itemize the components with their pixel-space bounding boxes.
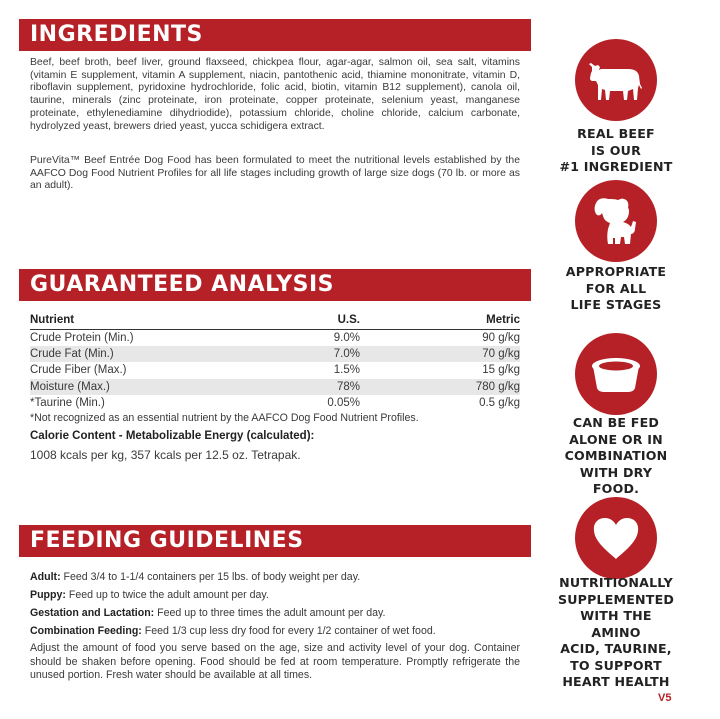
badge-label-heart-health: NUTRITIONALLY SUPPLEMENTED WITH THE AMINO ACID, TAURINE, TO SUPPORT HEART HEALTH xyxy=(557,575,675,689)
feeding-puppy-label: Puppy: xyxy=(30,589,66,601)
feeding-guidelines xyxy=(30,568,520,683)
nutrient-metric-value: 780 g/kg xyxy=(360,379,520,396)
calorie-content-value: 1008 kcals per kg, 357 kcals per 12.5 oz. Tetrapak. xyxy=(30,448,301,462)
nutrient-name: Crude Fiber (Max.) xyxy=(30,364,127,377)
badge-label-life-stages: APPROPRIATE FOR ALL LIFE STAGES xyxy=(565,264,667,312)
heart-icon xyxy=(591,515,641,561)
feeding-adult-text: Feed 3/4 to 1-1/4 containers per 15 lbs. of body weight per day. xyxy=(60,571,361,583)
calorie-content-heading: Calorie Content - Metabolizable Energy (calculated): xyxy=(30,430,315,442)
badge-label-combination: CAN BE FED ALONE OR IN COMBINATION WITH DRY FOOD. xyxy=(564,415,668,496)
nutrient-us-value: 0.05% xyxy=(327,397,360,410)
feeding-gestation xyxy=(30,604,520,622)
taurine-footnote: *Not recognized as an essential nutrient by the AAFCO Dog Food Nutrient Profiles. xyxy=(30,412,419,424)
table-row xyxy=(30,379,520,396)
puppy-badge xyxy=(575,180,657,262)
nutrient-metric-value: 0.5 g/kg xyxy=(479,397,520,410)
feeding-puppy xyxy=(30,586,520,604)
dog-bowl-icon xyxy=(588,352,644,396)
guaranteed-analysis-heading: GUARANTEED ANALYSIS xyxy=(19,269,531,301)
nutrient-metric-value: 90 g/kg xyxy=(482,331,520,344)
feeding-guidelines-heading: FEEDING GUIDELINES xyxy=(19,525,531,557)
table-row xyxy=(30,362,520,379)
feeding-combination xyxy=(30,622,520,640)
feeding-combination-text: Feed 1/3 cup less dry food for every 1/2 container of wet food. xyxy=(141,625,436,637)
nutrient-us-value: 7.0% xyxy=(250,346,360,363)
badge-label-real-beef: REAL BEEF IS OUR #1 INGREDIENT xyxy=(559,126,673,174)
nutrient-us-value: 78% xyxy=(250,379,360,396)
table-row xyxy=(30,329,520,346)
table-row xyxy=(30,346,520,363)
nutrient-metric-value: 15 g/kg xyxy=(482,364,520,377)
version-label: V5 xyxy=(658,692,672,704)
header-nutrient: Nutrient xyxy=(30,312,250,329)
table-row xyxy=(30,395,520,412)
nutrient-name: Moisture (Max.) xyxy=(30,379,250,396)
puppy-icon xyxy=(591,194,641,248)
analysis-table xyxy=(30,312,520,412)
heart-badge xyxy=(575,497,657,579)
nutrient-name: *Taurine (Min.) xyxy=(30,397,105,410)
nutrient-metric-value: 70 g/kg xyxy=(360,346,520,363)
cow-icon xyxy=(588,58,644,102)
header-us: U.S. xyxy=(250,312,360,329)
nutrient-name: Crude Fat (Min.) xyxy=(30,346,250,363)
nutrient-us-value: 9.0% xyxy=(333,331,360,344)
nutrient-name: Crude Protein (Min.) xyxy=(30,331,134,344)
ingredients-list: Beef, beef broth, beef liver, ground flaxseed, chickpea flour, agar-agar, salmon oil, sea salt, vitamins (vitamin E supplement, vitamin A supplement, niacin, pantothenic acid, thiamine mononitrate, vitamin D, riboflavin supplement, pyridoxine hydrochloride, folic acid, biotin, vitamin B12 supplement), canola oil, taurine, minerals (zinc proteinate, iron proteinate, copper proteinate, selenium yeast, manganese proteinate, ethylenediamine dihydriodide), potassium chloride, choline chloride, calcium carbonate, hydrolyzed yeast, brewers dried yeast, yucca schidigera extract. xyxy=(30,57,520,132)
feeding-gestation-text: Feed up to three times the adult amount per day. xyxy=(154,607,386,619)
nutrient-us-value: 1.5% xyxy=(333,364,360,377)
feeding-instructions: Adjust the amount of food you serve based on the age, size and activity level of your dog. Container should be shaken before opening. Food should be fed at room temperature. Promptly refrigerate the unused portion. Fresh water should be available at all times. xyxy=(30,642,520,681)
feeding-puppy-text: Feed up to twice the adult amount per day. xyxy=(65,589,269,601)
analysis-header-row xyxy=(30,312,520,329)
dog-bowl-badge xyxy=(575,333,657,415)
ingredients-heading: INGREDIENTS xyxy=(19,19,531,51)
benefits-sidebar xyxy=(555,0,720,719)
aafco-statement: PureVita™ Beef Entrée Dog Food has been formulated to meet the nutritional levels established by the AAFCO Dog Food Nutrient Profiles for all life stages including growth of large size dogs (70 lb. or more as an adult). xyxy=(30,155,520,192)
feeding-combination-label: Combination Feeding: xyxy=(30,625,142,637)
feeding-adult-label: Adult: xyxy=(30,571,61,583)
cow-badge xyxy=(575,39,657,121)
header-metric: Metric xyxy=(360,312,520,329)
feeding-adult xyxy=(30,568,520,586)
feeding-gestation-label: Gestation and Lactation: xyxy=(30,607,155,619)
